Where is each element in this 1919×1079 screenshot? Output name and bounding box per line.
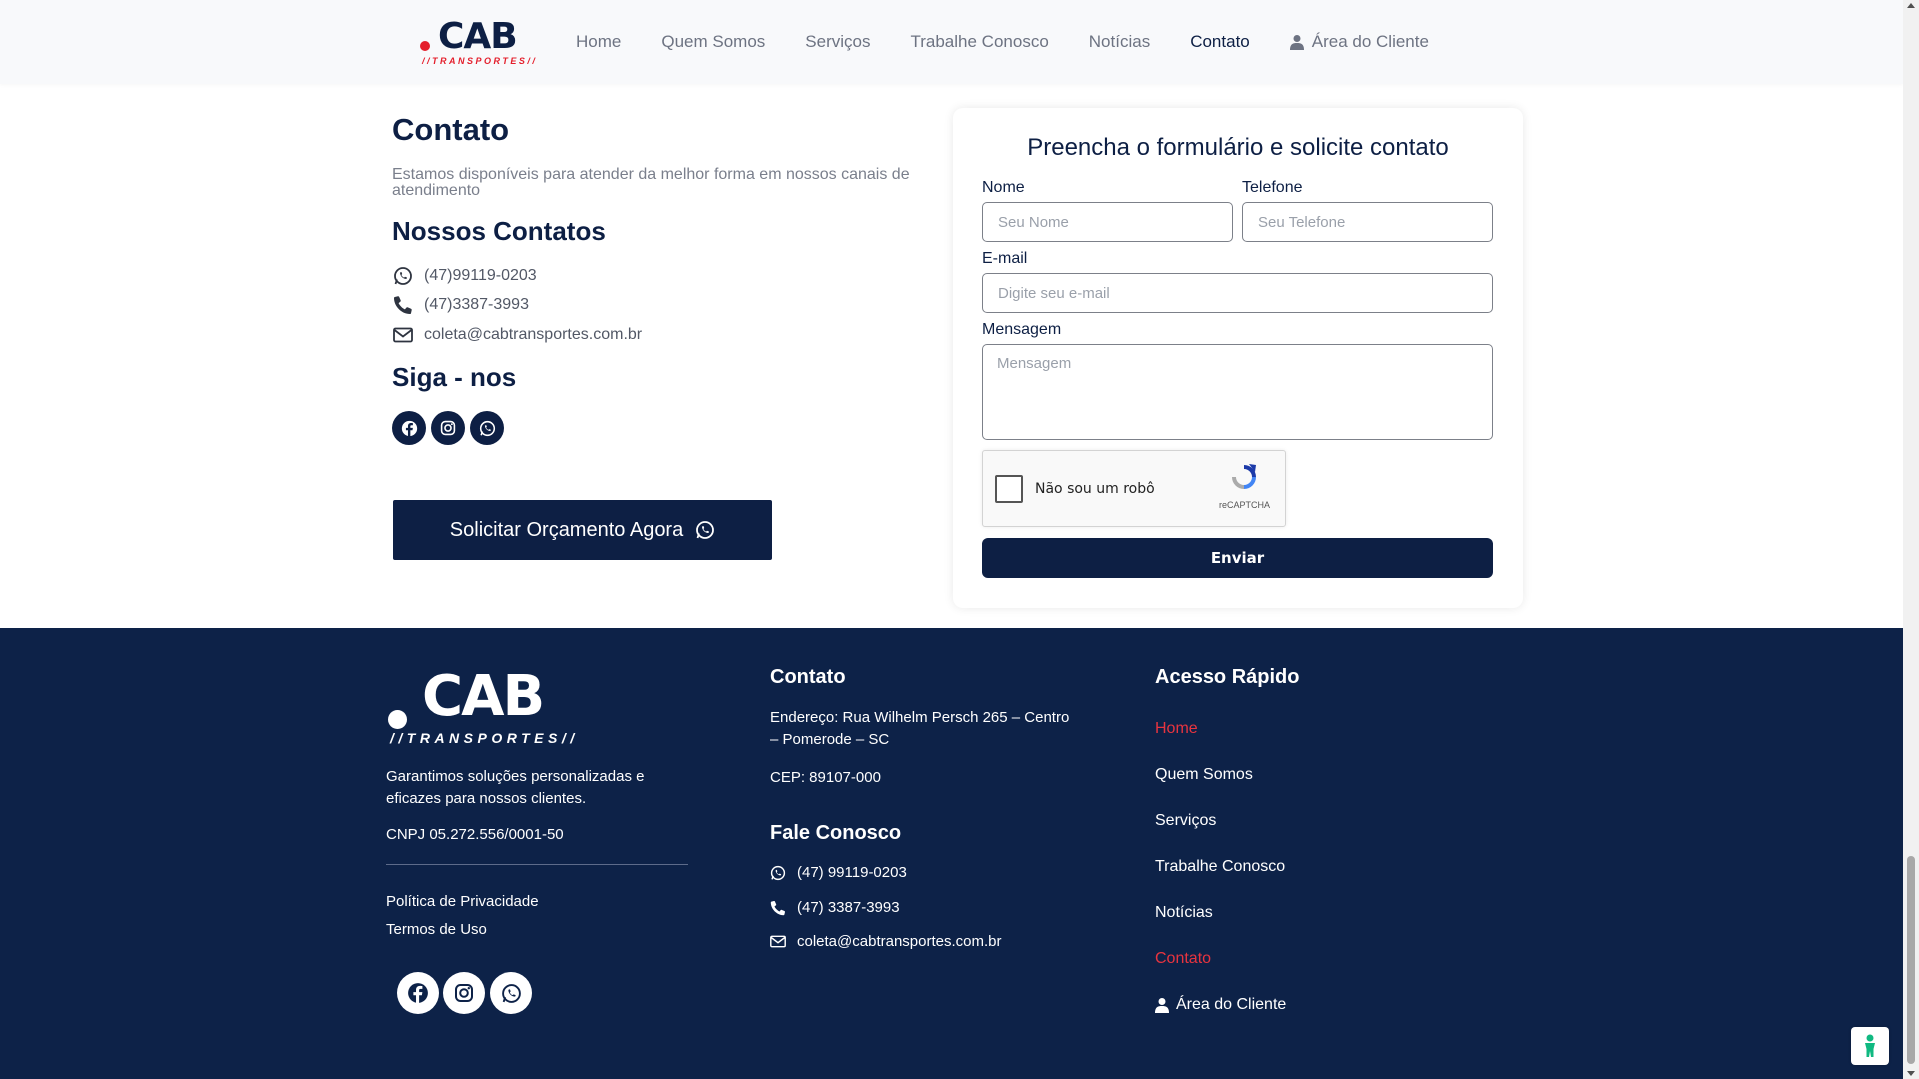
footer-facebook-button[interactable]: [397, 972, 439, 1014]
nav-trabalhe-conosco-label: Trabalhe Conosco: [910, 32, 1049, 51]
whatsapp-icon: [392, 265, 414, 287]
follow-heading: Siga - nos: [392, 362, 517, 392]
footer-logo-dot: [388, 710, 407, 729]
recaptcha-icon: [1228, 461, 1260, 493]
logo-word: CAB: [438, 16, 517, 57]
nav-noticias[interactable]: [1089, 32, 1150, 52]
envelope-icon: [392, 324, 414, 346]
footer-divider: [386, 864, 688, 865]
email-label: E-mail: [982, 250, 1028, 267]
footer-whatsapp-button[interactable]: [490, 972, 532, 1014]
submit-button[interactable]: Enviar: [982, 538, 1493, 578]
logo-subtitle: //TRANSPORTES//: [422, 56, 538, 66]
message-label: Mensagem: [982, 321, 1062, 338]
phone-icon: [392, 294, 414, 316]
nav-contato-label: Contato: [1190, 32, 1250, 51]
contact-whatsapp[interactable]: [392, 265, 537, 287]
phone-icon: [770, 900, 788, 916]
recaptcha-checkbox[interactable]: [995, 475, 1023, 503]
envelope-icon: [770, 935, 788, 948]
site-footer: [0, 628, 1903, 1079]
footer-quick-heading: Acesso Rápido: [1155, 666, 1300, 688]
phone-label: Telefone: [1242, 179, 1303, 196]
footer-email-text: coleta@cabtransportes.com.br: [797, 933, 1002, 950]
accessibility-icon: [1861, 1034, 1879, 1058]
phone-input[interactable]: [1242, 202, 1493, 242]
accessibility-button[interactable]: [1851, 1027, 1889, 1065]
contact-whatsapp-text: (47)99119-0203: [424, 267, 537, 284]
quick-link-contato[interactable]: Contato: [1155, 950, 1212, 967]
facebook-icon: [401, 420, 418, 437]
contact-email-text: coleta@cabtransportes.com.br: [424, 326, 643, 343]
nav-quem-somos-label: Quem Somos: [661, 32, 766, 51]
nav-trabalhe-conosco[interactable]: [910, 32, 1048, 52]
contact-email[interactable]: [392, 324, 642, 346]
nav-contato[interactable]: [1190, 32, 1250, 52]
footer-whatsapp[interactable]: [770, 864, 907, 881]
instagram-icon: [440, 420, 456, 436]
quick-link-noticias[interactable]: Notícias: [1155, 904, 1213, 921]
footer-instagram-button[interactable]: [443, 972, 485, 1014]
instagram-button[interactable]: [431, 411, 465, 445]
scroll-down-arrow[interactable]: [1907, 1071, 1915, 1076]
footer-address: Endereço: Rua Wilhelm Persch 265 – Centro – Pomerode – SC: [770, 709, 1070, 748]
nav-home[interactable]: [576, 32, 621, 52]
logo-dot: [420, 41, 430, 51]
quick-link-area-do-cliente[interactable]: [1155, 996, 1286, 1014]
nav-quem-somos[interactable]: [661, 32, 765, 52]
facebook-button[interactable]: [392, 411, 426, 445]
instagram-icon: [454, 983, 474, 1003]
whatsapp-icon: [695, 520, 715, 540]
name-input[interactable]: [982, 202, 1233, 242]
recaptcha-widget: [982, 450, 1286, 527]
footer-cnpj: CNPJ 05.272.556/0001-50: [386, 826, 564, 843]
footer-contact-heading: Contato: [770, 666, 846, 688]
footer-logo[interactable]: [386, 664, 606, 760]
recaptcha-logo: [1219, 461, 1269, 510]
contact-phone[interactable]: [392, 294, 529, 316]
recaptcha-text: Não sou um robô: [1035, 481, 1155, 497]
quick-link-servicos[interactable]: Serviços: [1155, 812, 1217, 829]
nav-home-label: Home: [576, 32, 622, 51]
nav-servicos-label: Serviços: [805, 32, 871, 51]
name-label: Nome: [982, 179, 1025, 196]
request-quote-label: Solicitar Orçamento Agora: [449, 518, 684, 541]
page-title: Contato: [392, 112, 510, 147]
scroll-thumb[interactable]: [1907, 856, 1915, 1064]
footer-phone[interactable]: [770, 899, 900, 916]
message-textarea[interactable]: [982, 344, 1493, 440]
nav-area-do-cliente-label: Área do Cliente: [1311, 32, 1429, 51]
user-icon: [1155, 997, 1169, 1013]
footer-logo-subtitle: //TRANSPORTES//: [390, 730, 579, 746]
cab-logo[interactable]: [418, 18, 538, 68]
quick-link-quem-somos[interactable]: Quem Somos: [1155, 766, 1253, 783]
whatsapp-icon: [501, 983, 522, 1004]
email-input[interactable]: [982, 273, 1493, 313]
page-subtitle: Estamos disponíveis para atender da melhor forma em nossos canais de atendimento: [392, 166, 910, 199]
contacts-heading: Nossos Contatos: [392, 216, 606, 246]
scroll-up-arrow[interactable]: [1907, 3, 1915, 8]
site-header: [0, 0, 1903, 84]
nav-area-do-cliente[interactable]: [1290, 32, 1429, 52]
facebook-icon: [407, 982, 429, 1004]
contact-phone-text: (47)3387-3993: [424, 296, 529, 313]
footer-talk-heading: Fale Conosco: [770, 822, 902, 844]
footer-phone-text: (47) 3387-3993: [797, 899, 900, 916]
whatsapp-button[interactable]: [470, 411, 504, 445]
footer-cep: CEP: 89107-000: [770, 769, 881, 786]
request-quote-button[interactable]: [393, 500, 772, 560]
nav-servicos[interactable]: [805, 32, 870, 52]
whatsapp-icon: [770, 865, 788, 881]
nav-noticias-label: Notícias: [1088, 32, 1151, 51]
quick-link-home[interactable]: Home: [1155, 720, 1198, 737]
contact-form-card: [953, 108, 1523, 608]
whatsapp-icon: [479, 420, 496, 437]
form-title: Preencha o formulário e solicite contato: [1027, 134, 1449, 161]
main-nav: [576, 0, 1469, 84]
privacy-link[interactable]: Política de Privacidade: [386, 893, 539, 910]
terms-link[interactable]: Termos de Uso: [386, 921, 487, 938]
footer-whatsapp-text: (47) 99119-0203: [797, 864, 907, 881]
footer-email[interactable]: [770, 933, 1002, 950]
page-scrollbar[interactable]: [1903, 0, 1919, 1079]
quick-link-trabalhe-conosco[interactable]: Trabalhe Conosco: [1155, 858, 1286, 875]
quick-link-area-do-cliente-label: Área do Cliente: [1176, 996, 1287, 1013]
recaptcha-brand: reCAPTCHA: [1219, 500, 1271, 510]
footer-logo-word: CAB: [422, 664, 544, 729]
user-icon: [1290, 34, 1304, 50]
footer-tagline: Garantimos soluções personalizadas e eficazes para nossos clientes.: [386, 768, 645, 807]
